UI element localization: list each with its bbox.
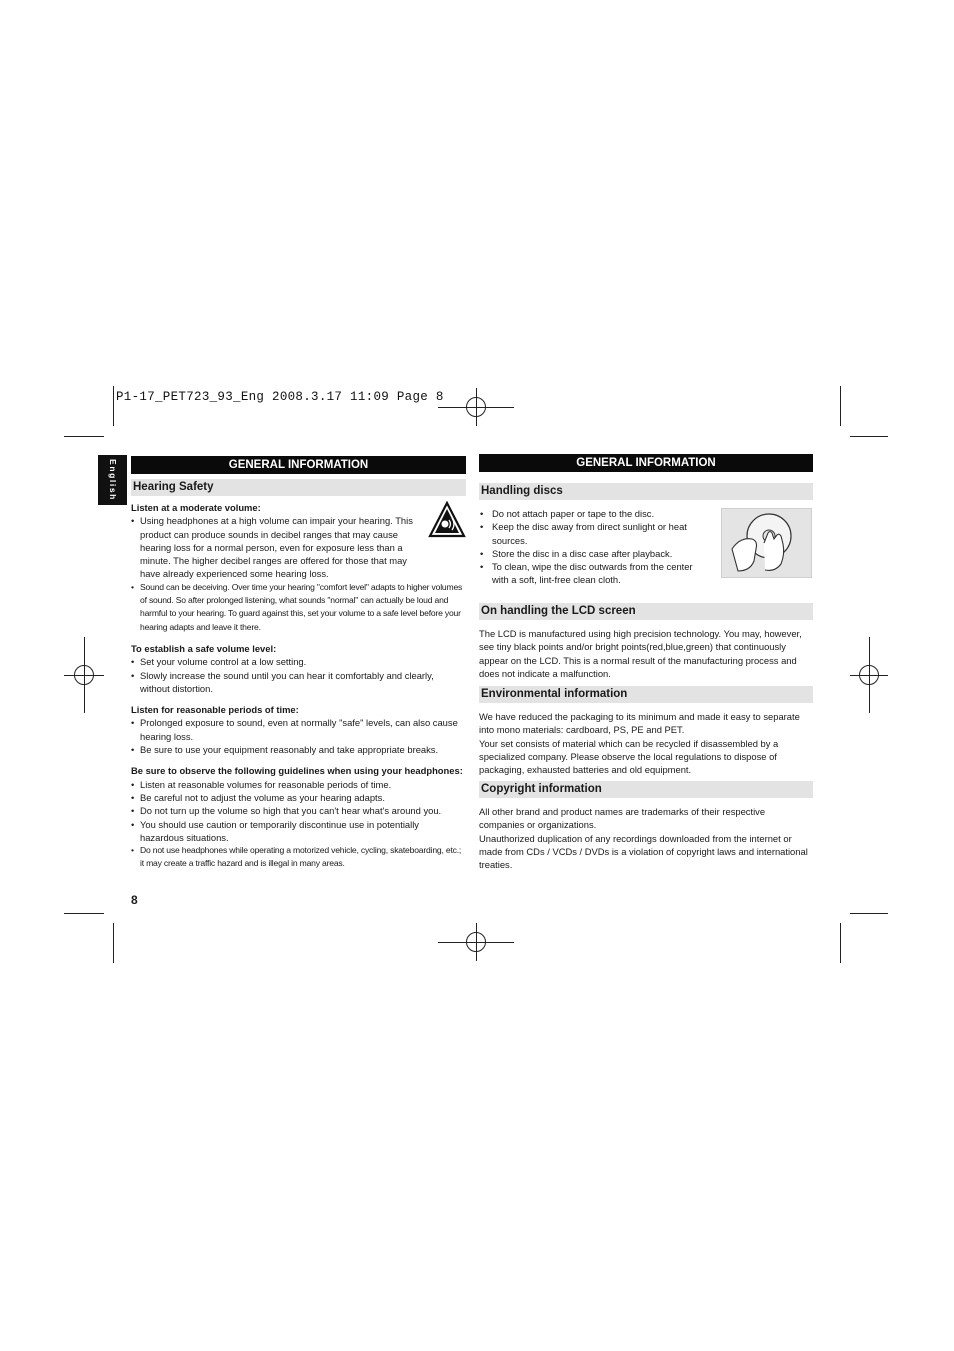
copyright-paragraph-2: Unauthorized duplication of any recordings downloaded from the internet or made from CDs / VCDs / DVDs is a violation of copyright laws and international treaties. <box>479 832 808 871</box>
copyright-paragraph-1: All other brand and product names are trademarks of their respective companies or organizations. <box>479 806 766 831</box>
list-item: • To clean, wipe the disc outwards from the center with a soft, lint-free clean cloth. <box>479 560 699 587</box>
list-item: • Do not turn up the volume so high that you can't hear what's around you. <box>131 804 465 817</box>
hearing-safety-body <box>131 501 465 871</box>
moderate-volume-heading: Listen at a moderate volume: <box>131 502 261 513</box>
reasonable-periods-list <box>131 716 465 756</box>
reasonable-periods-heading: Listen for reasonable periods of time: <box>131 704 299 716</box>
list-item: • Using headphones at a high volume can impair your hearing. This product can produce sounds in decibel ranges that may cause hearing loss for a normal person, even for exposure less than a minute. The higher decibel ranges are offered for those that may have already experienced some hearing loss. <box>131 514 465 580</box>
copyright-heading: Copyright information <box>479 781 813 798</box>
right-section-title: GENERAL INFORMATION <box>479 454 813 472</box>
handling-discs-list <box>479 507 699 587</box>
lcd-heading: On handling the LCD screen <box>479 603 813 620</box>
list-item: • Store the disc in a disc case after playback. <box>479 547 699 560</box>
list-item: • Set your volume control at a low setting. <box>131 655 465 668</box>
lcd-body <box>479 627 813 680</box>
list-item: • Listen at reasonable volumes for reasonable periods of time. <box>131 778 465 791</box>
environmental-body <box>479 710 813 776</box>
disc-handling-illustration <box>721 508 812 578</box>
list-item: • Prolonged exposure to sound, even at normally "safe" levels, can also cause hearing loss. <box>131 716 465 743</box>
language-tab-label: English <box>107 459 118 501</box>
handling-discs-heading: Handling discs <box>479 483 813 500</box>
environmental-heading: Environmental information <box>479 686 813 703</box>
list-item: • Do not attach paper or tape to the disc. <box>479 507 699 520</box>
print-slug-line: P1-17_PET723_93_Eng 2008.3.17 11:09 Page 8 <box>116 390 444 404</box>
hearing-safety-heading: Hearing Safety <box>131 479 466 496</box>
list-item: • You should use caution or temporarily discontinue use in potentially hazardous situations. <box>131 818 465 845</box>
list-item: • Slowly increase the sound until you can hear it comfortably and clearly, without distortion. <box>131 669 465 696</box>
list-item: • Sound can be deceiving. Over time your hearing "comfort level" adapts to higher volumes of sound. So after prolonged listening, what sounds "normal" can actually be loud and harmful to your hearing. To guard against this, set your volume to a safe level before your hearing adapts and leave it there. <box>131 581 465 634</box>
list-item: • Be sure to use your equipment reasonably and take appropriate breaks. <box>131 743 465 756</box>
headphone-guidelines-heading: Be sure to observe the following guidelines when using your headphones: <box>131 765 463 777</box>
list-item: • Keep the disc away from direct sunlight or heat sources. <box>479 520 699 547</box>
moderate-volume-list <box>131 514 465 634</box>
lcd-paragraph: The LCD is manufactured using high precision technology. You may, however, see tiny black points and/or bright points(red,blue,green) that continuously appear on the LCD. This is a normal result of the manufacturing process and does not indicate a malfunction. <box>479 628 802 679</box>
language-tab <box>98 455 127 505</box>
safe-volume-heading: To establish a safe volume level: <box>131 642 277 654</box>
list-item: • Do not use headphones while operating a motorized vehicle, cycling, skateboarding, etc.; it may create a traffic hazard and is illegal in many areas. <box>131 844 465 871</box>
handling-discs-body <box>479 507 699 587</box>
list-item: • Be careful not to adjust the volume as your hearing adapts. <box>131 791 465 804</box>
copyright-body <box>479 805 813 871</box>
left-section-title: GENERAL INFORMATION <box>131 456 466 474</box>
headphone-guidelines-list <box>131 778 465 871</box>
safe-volume-list <box>131 655 465 695</box>
page-number: 8 <box>131 893 138 907</box>
environmental-paragraph-1: We have reduced the packaging to its minimum and made it easy to separate into mono materials: cardboard, PS, PE and PET. <box>479 711 800 736</box>
environmental-paragraph-2: Your set consists of material which can be recycled if disassembled by a specialized company. Please observe the local regulations to dispose of packaging, exhausted batteries and old equipment. <box>479 737 779 776</box>
